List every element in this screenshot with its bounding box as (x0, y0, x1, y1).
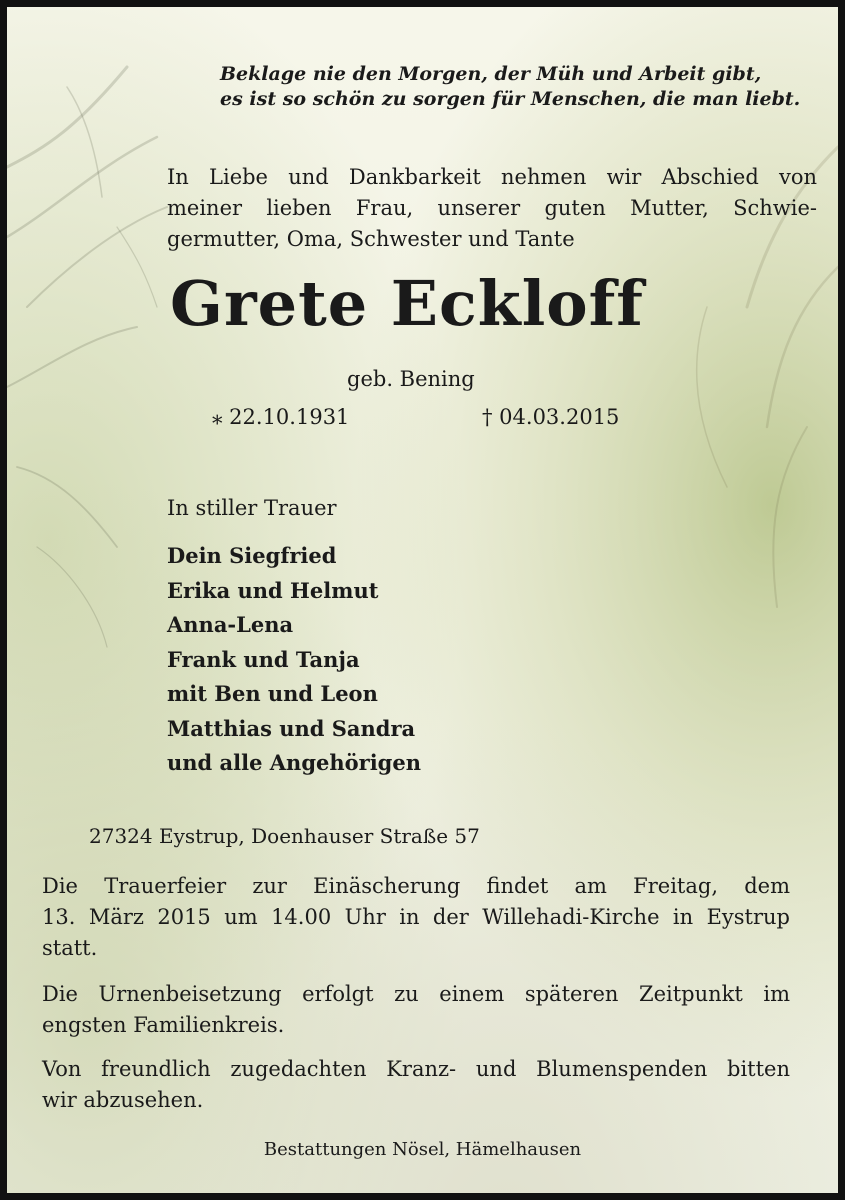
family-address: 27324 Eystrup, Doenhauser Straße 57 (89, 824, 480, 848)
birth-date: ⁎ 22.10.1931 (212, 405, 350, 429)
no-flowers-paragraph (42, 1054, 790, 1116)
funeral-home: Bestattungen Nösel, Hämelhausen (263, 1139, 582, 1160)
paragraph-line: engsten Familienkreis. (42, 1013, 285, 1037)
paragraph-line: Die Urnenbeisetzung erfolgt zu einem späteren Zeitpunkt im (42, 982, 790, 1006)
paragraph-line: statt. (42, 936, 98, 960)
paragraph-line: 13. März 2015 um 14.00 Uhr in der Willehadi-Kirche in Eystrup (42, 905, 790, 929)
mourner-name: Anna-Lena (167, 612, 294, 637)
paragraph-line: Von freundlich zugedachten Kranz- und Blumenspenden bitten (42, 1057, 790, 1081)
intro-line: In Liebe und Dankbarkeit nehmen wir Abschied von (167, 165, 817, 189)
death-date: † 04.03.2015 (482, 405, 620, 429)
motto-line: es ist so schön zu sorgen für Menschen, die man liebt. (220, 88, 801, 110)
paragraph-line: Die Trauerfeier zur Einäscherung findet am Freitag, dem (42, 874, 790, 898)
urn-burial-paragraph (42, 979, 790, 1041)
paragraph-line: wir abzusehen. (42, 1088, 204, 1112)
mourner-name: Frank und Tanja (167, 646, 360, 672)
motto-verse (220, 62, 820, 112)
farewell-intro (167, 162, 817, 255)
maiden-name: geb. Bening (347, 367, 475, 391)
deceased-name: Grete Eckloff (170, 267, 644, 340)
intro-line: germutter, Oma, Schwester und Tante (167, 227, 575, 251)
mourners-list (167, 539, 421, 781)
mourner-name: und alle Angehörigen (167, 750, 421, 775)
motto-line: Beklage nie den Morgen, der Müh und Arbeit gibt, (220, 63, 762, 85)
mourner-name: Erika und Helmut (167, 577, 379, 603)
mourner-name: Dein Siegfried (167, 543, 337, 568)
mourner-name: Matthias und Sandra (167, 715, 416, 741)
mourner-name: mit Ben und Leon (167, 681, 378, 706)
mourning-label: In stiller Trauer (167, 496, 337, 520)
intro-line: meiner lieben Frau, unserer guten Mutter, Schwie- (167, 196, 817, 220)
funeral-service-paragraph (42, 871, 790, 964)
